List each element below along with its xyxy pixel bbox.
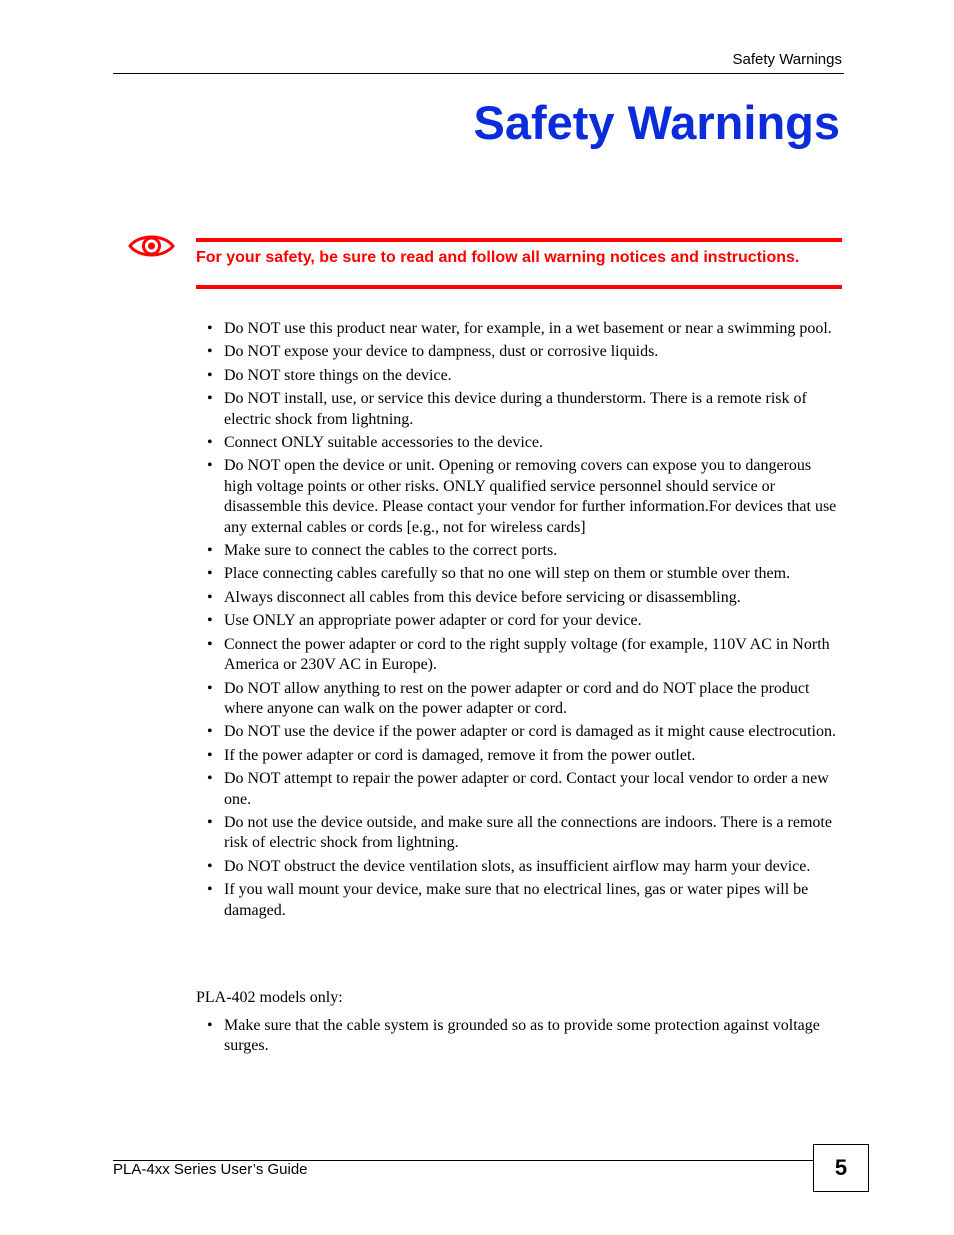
list-item: • Do NOT obstruct the device ventilation slots, as insufficient airflow may harm your device. xyxy=(207,857,840,877)
list-item: • If you wall mount your device, make sure that no electrical lines, gas or water pipes will be damaged. xyxy=(207,880,840,921)
list-item: • Place connecting cables carefully so that no one will step on them or stumble over them. xyxy=(207,564,840,584)
list-item: • Connect ONLY suitable accessories to the device. xyxy=(207,433,840,453)
list-item: • Connect the power adapter or cord to the right supply voltage (for example, 110V AC in North America or 230V AC in Europe). xyxy=(207,635,840,676)
list-item: • Do NOT expose your device to dampness, dust or corrosive liquids. xyxy=(207,342,840,362)
warning-text: For your safety, be sure to read and follow all warning notices and instructions. xyxy=(196,249,800,266)
list-item: • Make sure that the cable system is grounded so as to provide some protection against voltage surges. xyxy=(207,1016,840,1057)
warning-bar-bottom xyxy=(196,285,842,289)
footer-guide-title: PLA-4xx Series User’s Guide xyxy=(113,1161,308,1178)
list-item: • Do NOT install, use, or service this device during a thunderstorm. There is a remote risk of electric shock from lightning. xyxy=(207,389,840,430)
list-item: • Make sure to connect the cables to the correct ports. xyxy=(207,541,840,561)
models-label: PLA-402 models only: xyxy=(196,989,343,1006)
page-number: 5 xyxy=(813,1144,869,1192)
list-item: • Do not use the device outside, and make sure all the connections are indoors. There is a remote risk of electric shock from lightning. xyxy=(207,813,840,854)
list-item: • Do NOT use this product near water, for example, in a wet basement or near a swimming pool. xyxy=(207,319,840,339)
safety-bullet-list xyxy=(207,319,840,924)
running-header: Safety Warnings xyxy=(732,51,842,68)
list-item: • Do NOT use the device if the power adapter or cord is damaged as it might cause electrocution. xyxy=(207,722,840,742)
list-item: • If the power adapter or cord is damaged, remove it from the power outlet. xyxy=(207,746,840,766)
header-rule xyxy=(113,73,844,74)
list-item: • Do NOT allow anything to rest on the power adapter or cord and do NOT place the product where anyone can walk on the power adapter or cord. xyxy=(207,679,840,720)
list-item: • Use ONLY an appropriate power adapter or cord for your device. xyxy=(207,611,840,631)
list-item: • Do NOT open the device or unit. Opening or removing covers can expose you to dangerous high voltage points or other risks. ONLY qualified service personnel should service or disassemble this device. Please contact your vendor for further information.For devices that use any external cables or cords [e.g., not for wireless cards] xyxy=(207,456,840,538)
list-item: • Do NOT attempt to repair the power adapter or cord. Contact your local vendor to order a new one. xyxy=(207,769,840,810)
warning-bar-top xyxy=(196,238,842,242)
page-title: Safety Warnings xyxy=(473,96,840,149)
list-item: • Do NOT store things on the device. xyxy=(207,366,840,386)
models-bullet-list xyxy=(207,1016,840,1060)
eye-icon xyxy=(127,230,176,262)
list-item: • Always disconnect all cables from this device before servicing or disassembling. xyxy=(207,588,840,608)
